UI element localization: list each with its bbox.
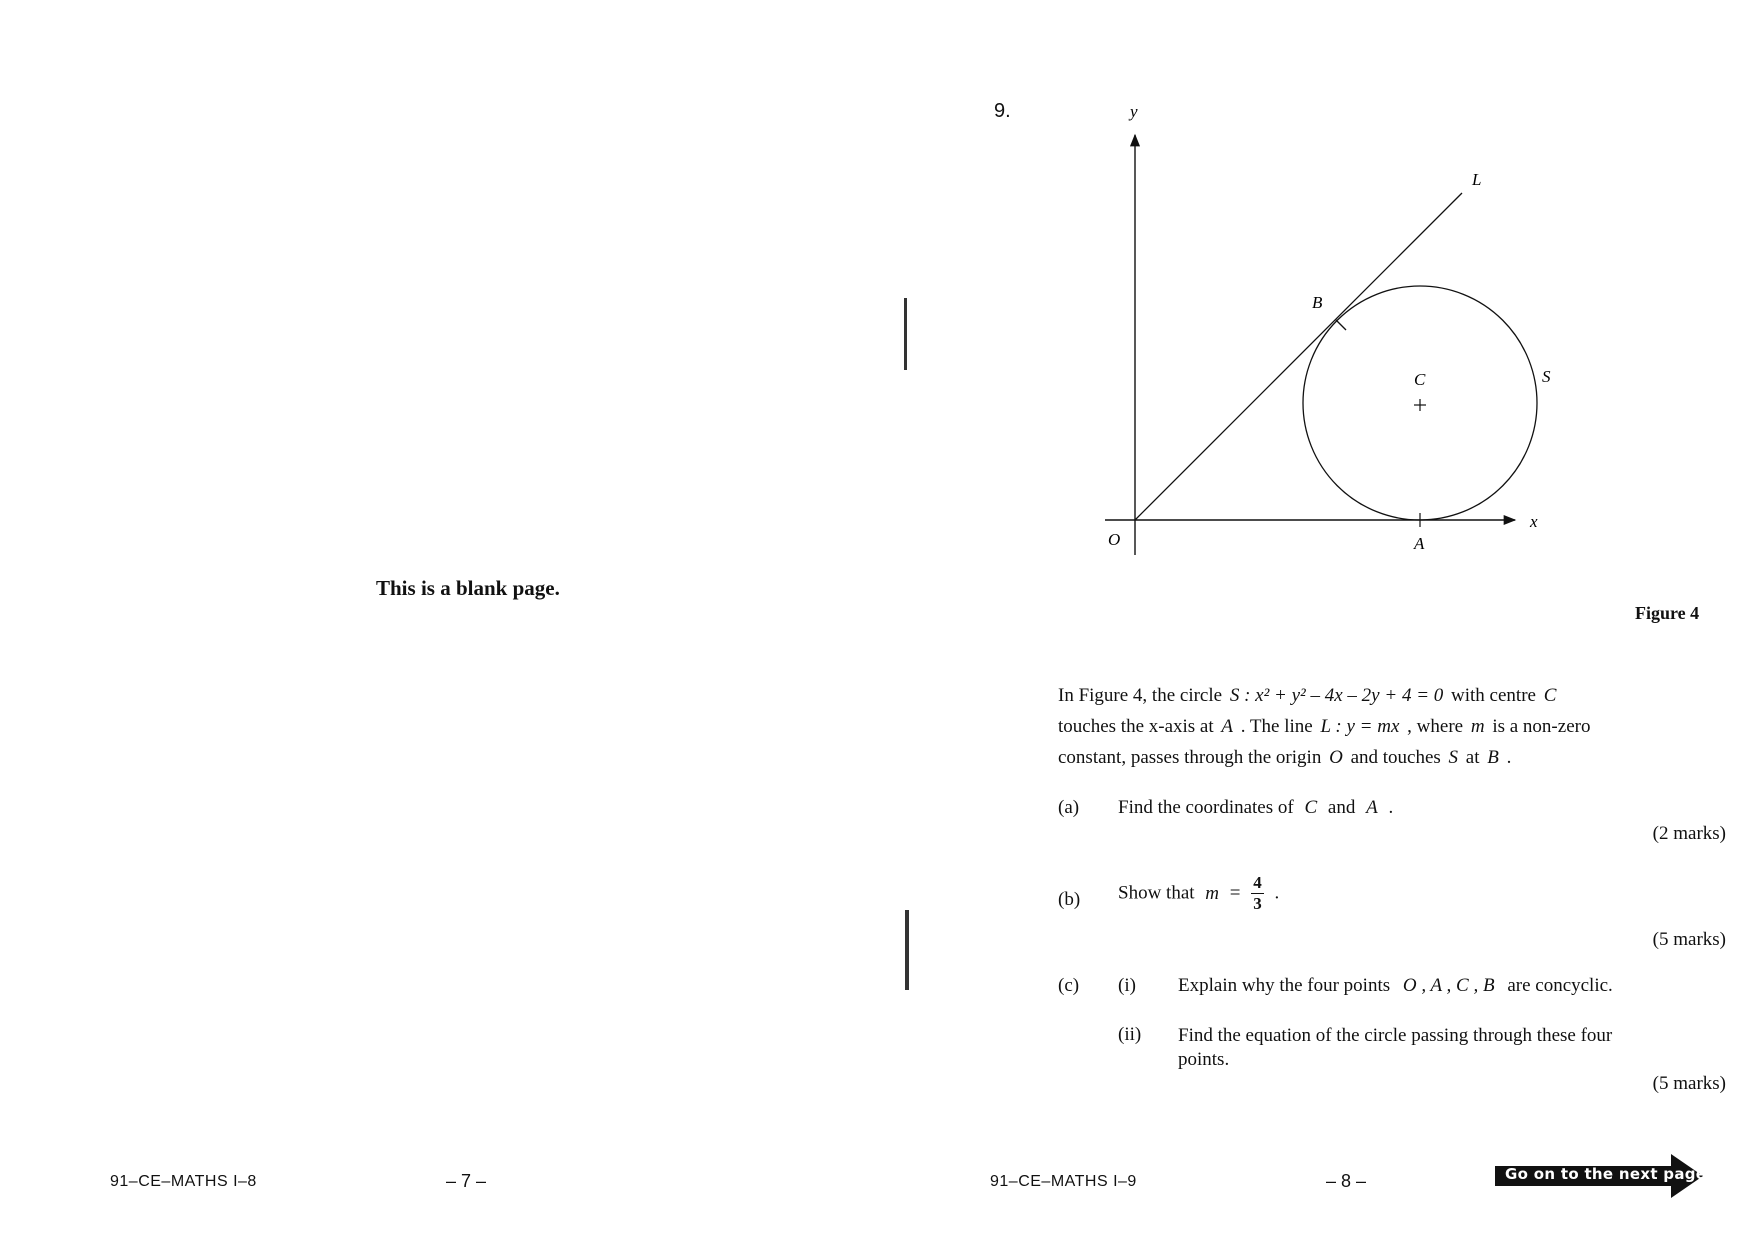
right-page [880, 0, 1752, 1240]
part-c-i-label: (i) [1118, 975, 1136, 996]
figure-4-diagram [1100, 95, 1560, 565]
part-b-text: Show that m = $\frac{4}{3}$ . [1118, 873, 1280, 913]
right-footer-code: 91–CE–MATHS I–9 [990, 1173, 1137, 1190]
part-a-label: (a) [1058, 797, 1080, 818]
label-o: O [1108, 530, 1121, 549]
part-a-marks: (2 marks) [1652, 823, 1726, 844]
part-c-ii-label: (ii) [1118, 1024, 1142, 1045]
right-page-number: – 8 – [1326, 1171, 1367, 1191]
part-b-label: (b) [1058, 889, 1081, 910]
label-b: B [1312, 293, 1323, 312]
part-c-marks: (5 marks) [1652, 1073, 1726, 1094]
part-c-label: (c) [1058, 975, 1080, 996]
line-l [1135, 193, 1462, 520]
label-x: x [1530, 512, 1538, 531]
blank-page-note: This is a blank page. [376, 576, 560, 600]
label-c: C [1414, 370, 1426, 389]
left-footer-code: 91–CE–MATHS I–8 [110, 1173, 257, 1190]
left-page-number: – 7 – [446, 1171, 487, 1191]
next-page-banner-text: Go on to the next page [1505, 1165, 1707, 1183]
label-a: A [1414, 534, 1425, 553]
label-l: L [1472, 170, 1482, 189]
figure-caption: Figure 4 [1635, 603, 1700, 623]
problem-statement: In Figure 4, the circle S : x² + y² – 4x – 2y + 4 = 0 with centre C touches the x-axis at A . The line L : y = mx , where m is a non-zero constant, passes through the origin O and touches S at B . [1058, 685, 1591, 768]
part-b-marks: (5 marks) [1652, 929, 1726, 950]
part-c-ii-text: Find the equation of the circle passing through these four points. [1178, 1025, 1613, 1070]
part-c-i-text: Explain why the four points O , A , C , B are concyclic. [1178, 975, 1613, 996]
label-s: S [1542, 367, 1551, 386]
part-a-text: Find the coordinates of C and A . [1118, 797, 1394, 818]
question-number: 9. [994, 100, 1011, 122]
fraction-four-thirds: $\frac{4}{3}$ [1253, 873, 1262, 913]
label-y: y [1130, 102, 1138, 121]
